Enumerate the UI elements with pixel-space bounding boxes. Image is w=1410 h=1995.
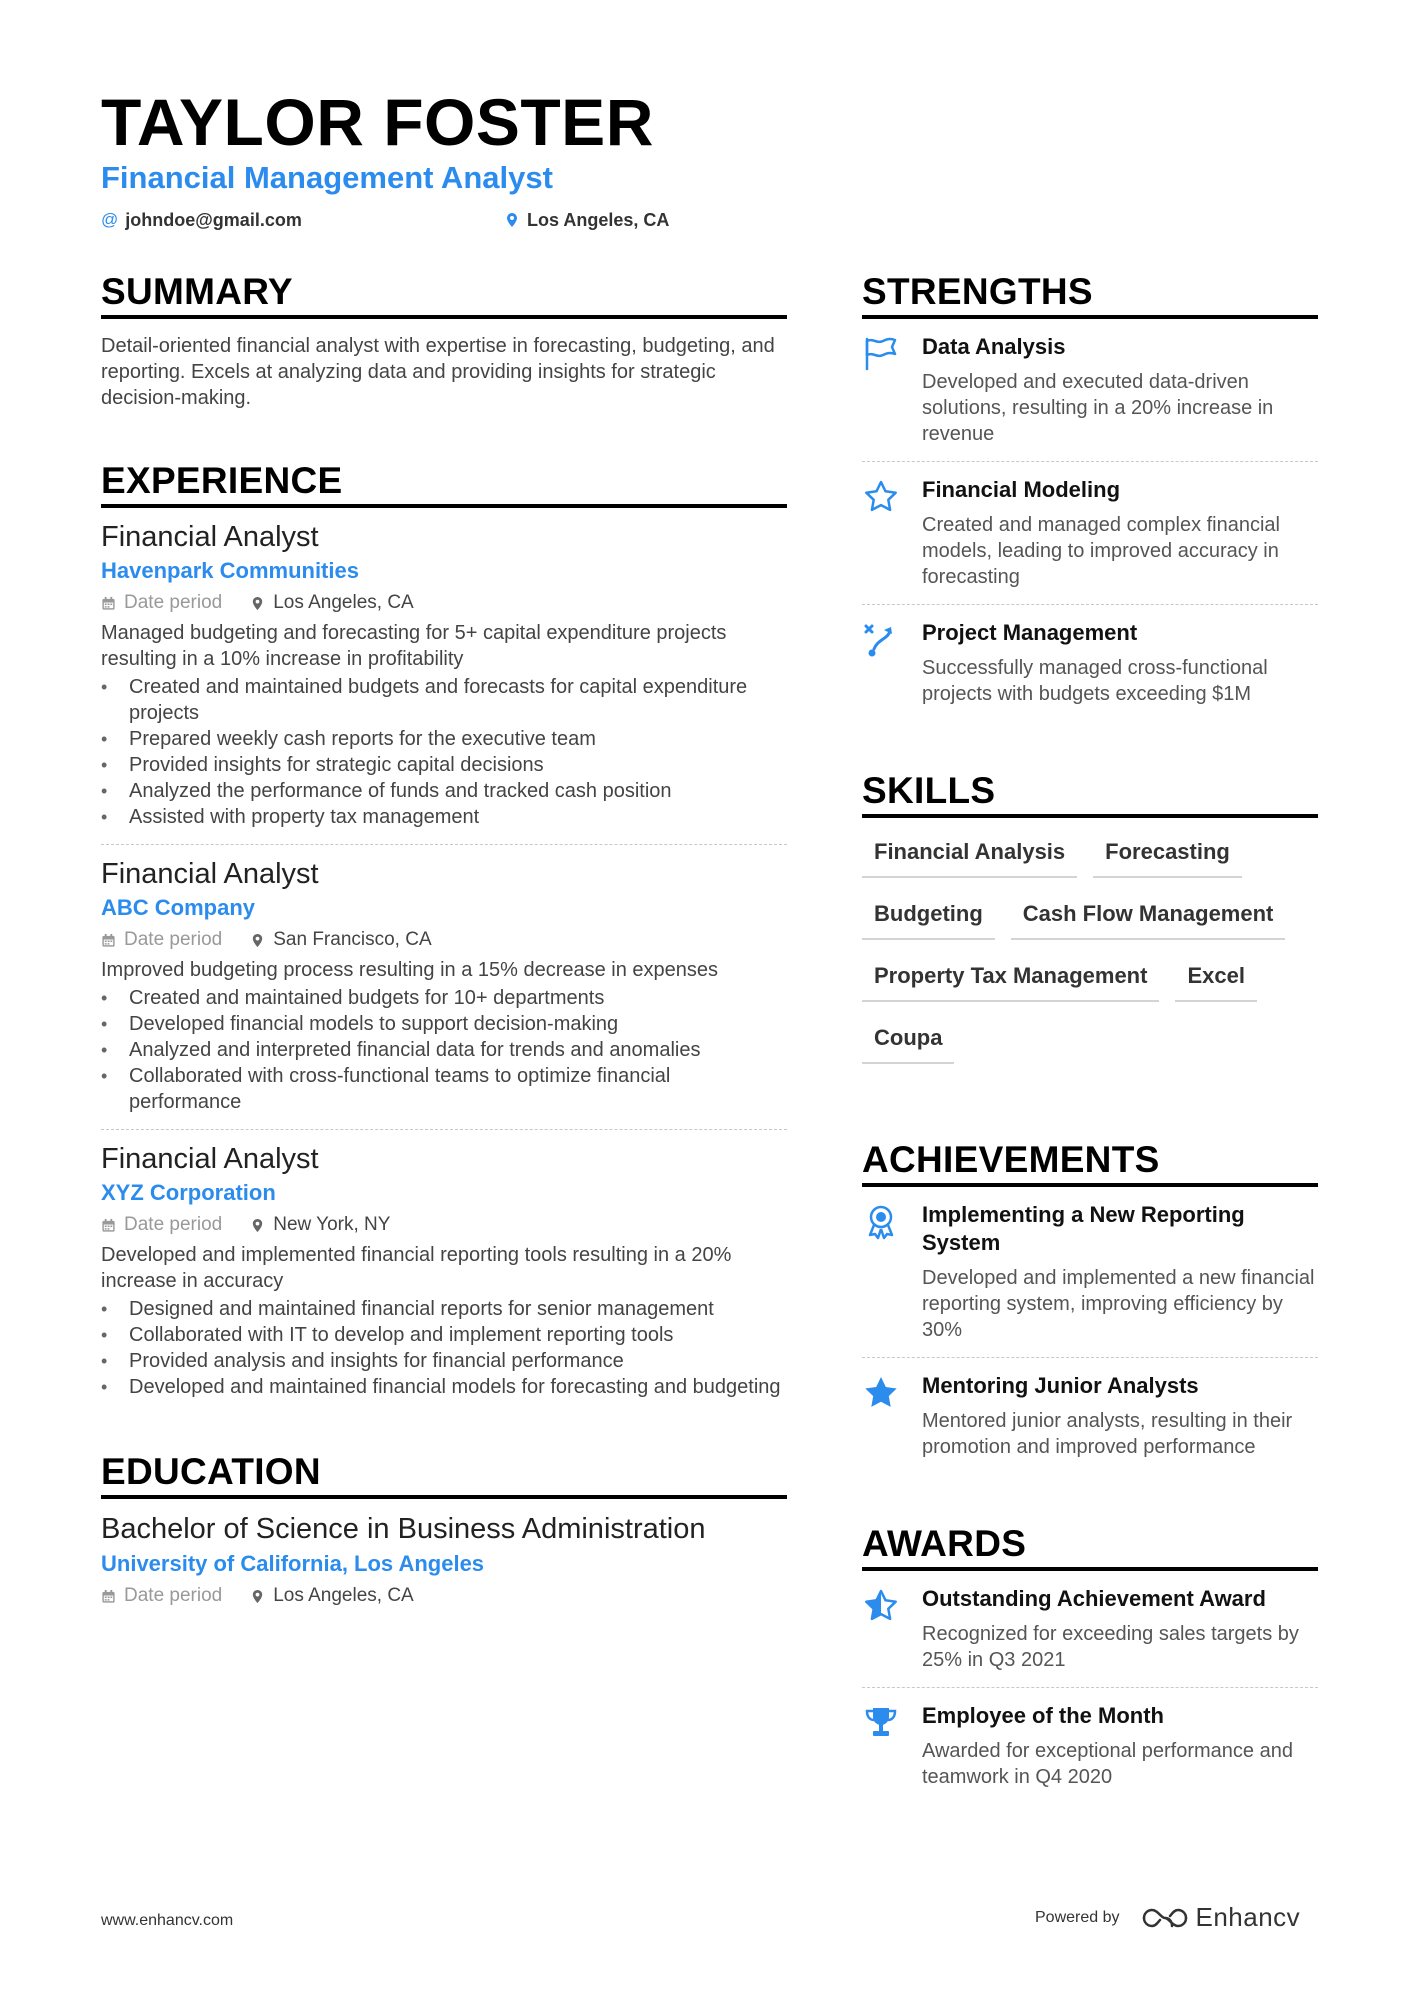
candidate-name: TAYLOR FOSTER [101, 85, 654, 159]
section-title: AWARDS [862, 1522, 1318, 1571]
job-meta [101, 590, 787, 616]
location-meta [250, 590, 413, 616]
job-meta [101, 1212, 787, 1238]
skill-tag: Property Tax Management [862, 956, 1159, 1002]
location-meta [250, 927, 431, 953]
date-meta [101, 1212, 222, 1238]
contact-row [101, 208, 1321, 232]
strength-title: Financial Modeling [922, 477, 1121, 502]
skills-list [862, 832, 1318, 1080]
bullet-item: • Developed and maintained financial models for forecasting and budgeting [101, 1374, 787, 1400]
strategy-icon [862, 621, 900, 659]
calendar-icon [101, 1218, 116, 1233]
powered-by-label: Powered by [1035, 1908, 1120, 1926]
section-title: ACHIEVEMENTS [862, 1138, 1318, 1187]
job-bullets [101, 985, 787, 1115]
achievement-item [862, 1358, 1318, 1474]
bullet-item: • Assisted with property tax management [101, 804, 787, 830]
flag-icon [862, 335, 900, 373]
bullet-item: • Created and maintained budgets and forecasts for capital expenditure projects [101, 674, 787, 726]
section-title: SKILLS [862, 769, 1318, 818]
star-filled-icon [862, 1374, 900, 1412]
company-name: ABC Company [101, 895, 256, 920]
strength-body [922, 619, 1318, 707]
strength-body [922, 333, 1318, 447]
strength-icon-wrap [862, 619, 922, 707]
bullet-item: • Created and maintained budgets for 10+ departments [101, 985, 787, 1011]
summary-text: Detail-oriented financial analyst with expertise in forecasting, budgeting, and reporting. Excels at analyzing data and providing insights for strategic decision-making. [101, 335, 775, 409]
bullet-item: • Collaborated with IT to develop and implement reporting tools [101, 1322, 787, 1348]
award-body [922, 1585, 1318, 1673]
skill-tag: Cash Flow Management [1011, 894, 1286, 940]
achievements-section [862, 1138, 1318, 1474]
skill-tag: Budgeting [862, 894, 995, 940]
achievement-item [862, 1187, 1318, 1358]
location-meta [250, 1583, 413, 1609]
job-description: Improved budgeting process resulting in a 15% decrease in expenses [101, 959, 719, 981]
strength-body [922, 476, 1318, 590]
brand-name: Enhancv [1195, 1902, 1301, 1932]
job-description: Managed budgeting and forecasting for 5+ capital expenditure projects resulting in a 10% increase in profitability [101, 622, 727, 670]
map-pin-icon [250, 933, 265, 948]
date-text: Date period [124, 1214, 223, 1235]
star-half-icon [862, 1587, 900, 1625]
job-title: Financial Analyst [101, 858, 319, 890]
date-text: Date period [124, 592, 223, 613]
job-meta [101, 927, 787, 953]
footer-branding [1035, 1902, 1300, 1933]
date-meta [101, 1583, 222, 1609]
right-column [862, 270, 1318, 1804]
education-section [101, 1450, 787, 1609]
job-description: Developed and implemented financial reporting tools resulting in a 20% increase in accuracy [101, 1244, 732, 1292]
calendar-icon [101, 596, 116, 611]
map-pin-icon [250, 1589, 265, 1604]
skill-tag: Forecasting [1093, 832, 1242, 878]
award-icon-wrap [862, 1585, 922, 1673]
skill-tag: Coupa [862, 1018, 954, 1064]
location-text: San Francisco, CA [273, 929, 432, 950]
school-name: University of California, Los Angeles [101, 1551, 485, 1576]
degree-title: Bachelor of Science in Business Administration [101, 1513, 706, 1545]
footer-website[interactable]: www.enhancv.com [101, 1912, 234, 1929]
strength-icon-wrap [862, 333, 922, 447]
brand-logo[interactable] [1142, 1902, 1301, 1933]
award-title: Employee of the Month [922, 1703, 1164, 1728]
summary-section [101, 270, 787, 411]
job-title: Financial Analyst [101, 521, 319, 553]
strength-icon-wrap [862, 476, 922, 590]
enhancv-logo-icon [1142, 1906, 1188, 1930]
date-text: Date period [124, 929, 223, 950]
award-desc: Recognized for exceeding sales targets by 25% in Q3 2021 [922, 1623, 1299, 1671]
company-name: XYZ Corporation [101, 1180, 276, 1205]
strength-title: Data Analysis [922, 334, 1066, 359]
calendar-icon [101, 933, 116, 948]
bullet-item: • Developed financial models to support decision-making [101, 1011, 787, 1037]
star-outline-icon [862, 478, 900, 516]
bullet-item: • Provided insights for strategic capital decisions [101, 752, 787, 778]
location-text: Los Angeles, CA [527, 210, 670, 230]
award-desc: Awarded for exceptional performance and teamwork in Q4 2020 [922, 1740, 1293, 1788]
experience-section [101, 459, 787, 1414]
bullet-item: • Analyzed the performance of funds and tracked cash position [101, 778, 787, 804]
award-title: Outstanding Achievement Award [922, 1586, 1266, 1611]
award-icon-wrap [862, 1702, 922, 1790]
strength-title: Project Management [922, 620, 1138, 645]
bullet-item: • Designed and maintained financial reports for senior management [101, 1296, 787, 1322]
email-contact[interactable] [101, 208, 302, 232]
section-title: STRENGTHS [862, 270, 1318, 319]
section-title: SUMMARY [101, 270, 787, 319]
date-text: Date period [124, 1585, 223, 1606]
candidate-title: Financial Management Analyst [101, 160, 553, 195]
job-title: Financial Analyst [101, 1143, 319, 1175]
strength-desc: Created and managed complex financial models, leading to improved accuracy in forecasting [922, 514, 1280, 588]
job-entry [101, 1130, 787, 1414]
skills-section [862, 769, 1318, 1080]
skill-tag: Excel [1175, 956, 1257, 1002]
map-pin-icon [504, 212, 520, 228]
section-title: EDUCATION [101, 1450, 787, 1499]
left-column [101, 270, 787, 1609]
achievement-desc: Mentored junior analysts, resulting in their promotion and improved performance [922, 1410, 1293, 1458]
location-meta [250, 1212, 390, 1238]
location-text: Los Angeles, CA [273, 592, 414, 613]
achievement-icon-wrap [862, 1201, 922, 1343]
location-contact [504, 208, 669, 232]
achievement-title: Implementing a New Reporting System [922, 1202, 1245, 1255]
award-item [862, 1688, 1318, 1804]
strength-item [862, 605, 1318, 721]
at-icon: @ [101, 210, 119, 229]
section-title: EXPERIENCE [101, 459, 787, 508]
strength-desc: Successfully managed cross-functional projects with budgets exceeding $1M [922, 657, 1268, 705]
achievement-icon-wrap [862, 1372, 922, 1460]
map-pin-icon [250, 1218, 265, 1233]
strength-desc: Developed and executed data-driven solutions, resulting in a 20% increase in revenue [922, 371, 1274, 445]
bullet-item: • Prepared weekly cash reports for the executive team [101, 726, 787, 752]
date-meta [101, 927, 222, 953]
achievement-body [922, 1201, 1318, 1343]
award-item [862, 1571, 1318, 1688]
awards-section [862, 1522, 1318, 1804]
achievement-desc: Developed and implemented a new financial reporting system, improving efficiency by 30% [922, 1267, 1315, 1341]
map-pin-icon [250, 596, 265, 611]
job-entry [101, 845, 787, 1130]
job-entry [101, 508, 787, 845]
award-body [922, 1702, 1318, 1790]
skill-tag: Financial Analysis [862, 832, 1077, 878]
strengths-section [862, 270, 1318, 721]
company-name: Havenpark Communities [101, 558, 359, 583]
email-text: johndoe@gmail.com [125, 210, 302, 230]
resume-header [101, 86, 1321, 232]
achievement-title: Mentoring Junior Analysts [922, 1373, 1199, 1398]
achievement-body [922, 1372, 1318, 1460]
job-bullets [101, 674, 787, 830]
calendar-icon [101, 1589, 116, 1604]
strength-item [862, 319, 1318, 462]
date-meta [101, 590, 222, 616]
bullet-item: • Analyzed and interpreted financial data for trends and anomalies [101, 1037, 787, 1063]
bullet-item: • Collaborated with cross-functional teams to optimize financial performance [101, 1063, 787, 1115]
location-text: Los Angeles, CA [273, 1585, 414, 1606]
education-meta [101, 1583, 787, 1609]
strength-item [862, 462, 1318, 605]
bullet-item: • Provided analysis and insights for financial performance [101, 1348, 787, 1374]
medal-icon [862, 1203, 900, 1241]
job-bullets [101, 1296, 787, 1400]
trophy-icon [862, 1704, 900, 1742]
location-text: New York, NY [273, 1214, 391, 1235]
